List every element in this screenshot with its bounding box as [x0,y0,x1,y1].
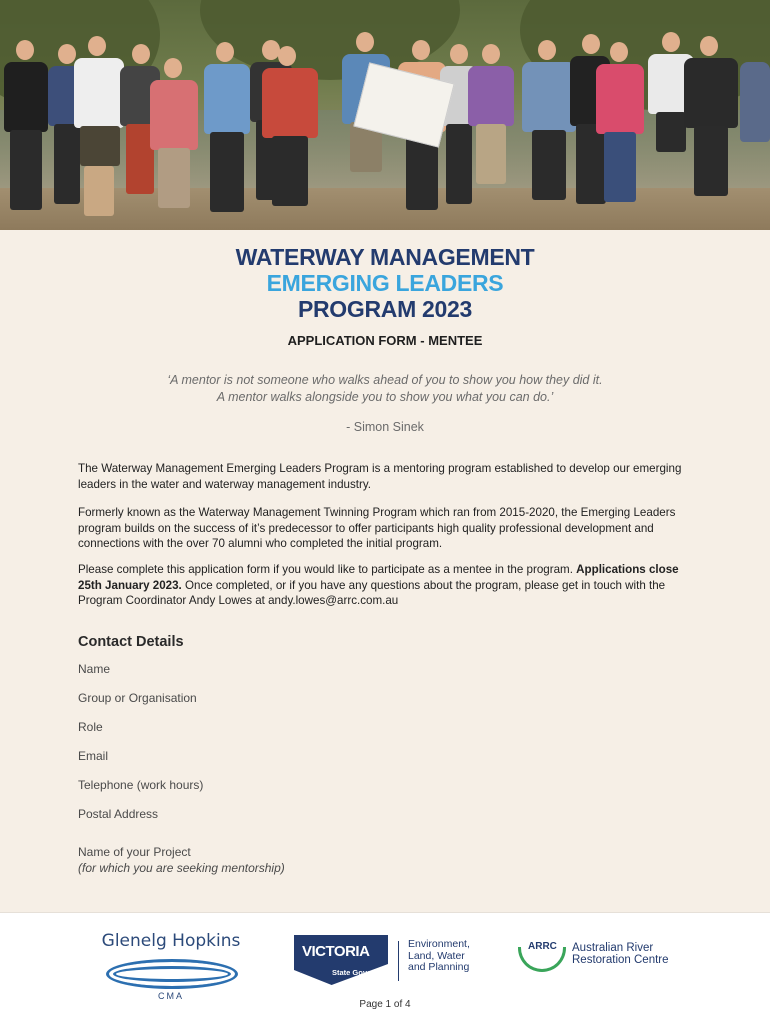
arrc-name-line-2: Restoration Centre [572,953,669,966]
arrc-mark-icon [516,941,564,971]
victoria-sub: State Government [332,968,397,977]
arrc-name-line-1: Australian River [572,942,654,954]
dept-line-1: Environment, [408,938,470,950]
glenelg-hopkins-logo [96,931,246,1003]
p3-start: Please complete this application form if you would like to participate as a mentee in the program. [78,563,577,576]
title-line-2: EMERGING LEADERS [266,270,504,296]
p3-end: Once completed, or if you have any questions about the program, please get in touch with the Program Coordinator Andy Lowes at andy.lowes@arrc.com.au [78,578,666,607]
dept-line-2: Land, Water [408,949,465,962]
arrc-logo [516,941,696,981]
victoria-government-logo [294,935,484,995]
intro-paragraph-3 [78,562,698,609]
glenelg-swirl-icon [106,959,238,989]
page-footer [0,912,770,1025]
contact-details-heading: Contact Details [78,634,184,650]
field-project-name[interactable]: Name of your Project [78,845,191,859]
intro-paragraph-2: Formerly known as the Waterway Management Twinning Program which ran from 2015-2020, the Emerging Leaders program builds on the success of it’s predecessor to offer participants high quality professional development and connections with the over 70 alumni who completed the initial program. [78,506,676,550]
title-line-3: PROGRAM 2023 [297,296,473,322]
field-organisation[interactable]: Group or Organisation [78,691,197,705]
header-photo [0,0,770,230]
title-line-1: WATERWAY MANAGEMENT [235,244,535,270]
glenelg-cma: CMA [158,991,184,1001]
victoria-divider [398,941,399,981]
field-name[interactable]: Name [78,662,111,676]
field-email[interactable]: Email [78,749,109,763]
victoria-word: VICTORIA [302,943,370,960]
dept-line-3: and Planning [408,961,470,973]
glenelg-name: Glenelg Hopkins [101,931,241,951]
form-subtitle: APPLICATION FORM - MENTEE [287,333,483,348]
victoria-dept [408,939,470,974]
quote-line-1: ‘A mentor is not someone who walks ahead of you to show you how they did it. [167,373,603,387]
project-name-note: (for which you are seeking mentorship) [78,861,285,875]
arrc-name [572,943,669,966]
applications-close-date: Applications close 25th January 2023. [78,563,679,592]
field-telephone[interactable]: Telephone (work hours) [78,778,204,792]
quote-line-2: A mentor walks alongside you to show you what you can do.’ [216,390,554,404]
quote-author: - Simon Sinek [346,420,424,434]
arrc-mark-text: ARRC [528,941,557,952]
field-role[interactable]: Role [78,720,103,734]
field-postal-address[interactable]: Postal Address [78,807,159,821]
intro-paragraph-1: The Waterway Management Emerging Leaders Program is a mentoring program established to develop our emerging leaders in the water and waterway management industry. [78,462,682,491]
mentor-quote [0,372,770,406]
page-number: Page 1 of 4 [359,999,411,1010]
